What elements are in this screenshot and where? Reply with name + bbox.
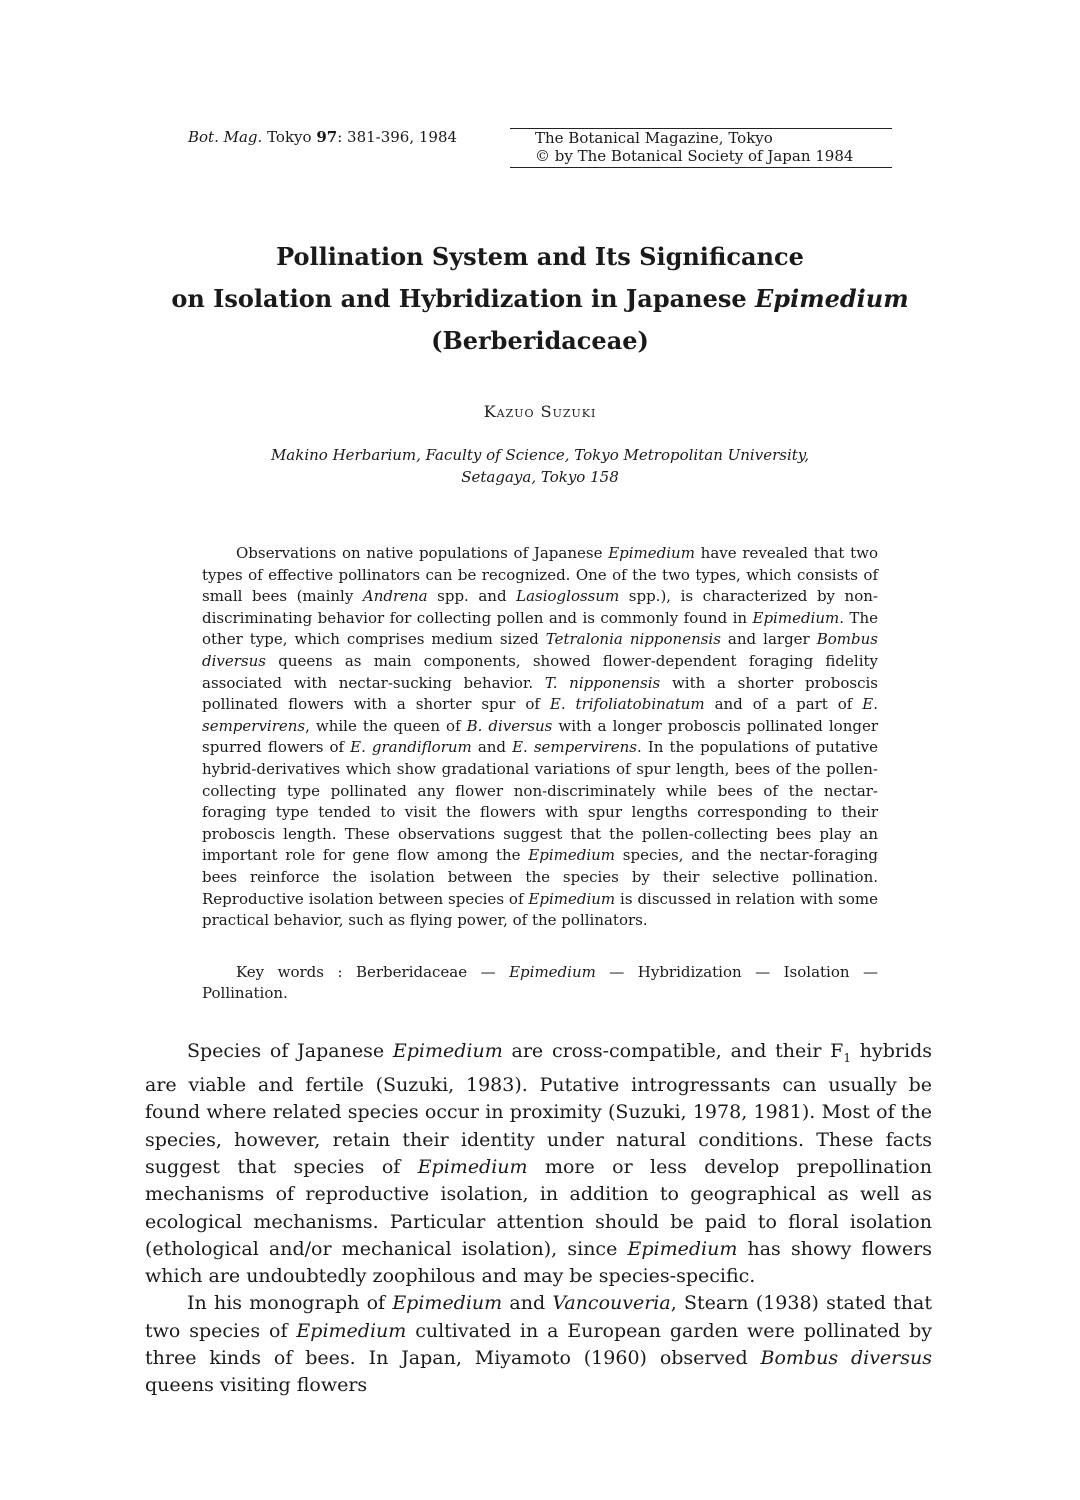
italic-run: E. sempervirens bbox=[512, 738, 637, 757]
text-run: and larger bbox=[720, 630, 817, 649]
text-run: . In the populations of putative hybrid-derivatives which show gradational variations of spur length, bees of the pollen-collecting type pollinated any flower non-discriminately while bees of the nectar-foraging type tended to visit the flowers with spur lengths corresponding to their proboscis length. These observations suggest that the pollen-collecting bees play an important role for gene flow among the bbox=[202, 738, 879, 865]
text-run: spp.), is characterized by non-discriminating behavior for collecting pollen and is commonly found in bbox=[202, 587, 878, 627]
text-run: with a longer proboscis pollinated longer spurred flowers of bbox=[202, 716, 879, 757]
publisher-line-1: The Botanical Magazine, Tokyo bbox=[535, 129, 773, 147]
italic-run: Epimedium bbox=[528, 846, 616, 865]
author-name: Kazuo Suzuki bbox=[483, 402, 597, 421]
body-paragraph-2 bbox=[145, 1290, 932, 1399]
italic-run: Lasioglossum bbox=[516, 587, 620, 606]
publisher-rule-bottom bbox=[510, 167, 892, 168]
text-run: spp. and bbox=[427, 587, 517, 606]
text-run: queens visiting flowers bbox=[145, 1374, 368, 1397]
title-line-3: (Berberidaceae) bbox=[431, 326, 649, 355]
body-paragraph-1 bbox=[145, 1038, 932, 1290]
journal-pages-year: : 381-396, 1984 bbox=[337, 128, 458, 146]
text-run: species, and the nectar-foraging bees reinforce the isolation between the species by their selective pollination. Reproductive isolation between species of bbox=[202, 846, 879, 908]
text-run: and bbox=[502, 1292, 553, 1315]
publisher-box bbox=[510, 128, 892, 168]
text-run: , Stearn (1938) stated that two species of bbox=[145, 1292, 932, 1342]
abstract-paragraph bbox=[202, 543, 878, 932]
abstract bbox=[202, 543, 878, 932]
italic-run: T. nipponensis bbox=[544, 673, 661, 692]
journal-volume: 97 bbox=[316, 128, 338, 146]
italic-run: Epimedium bbox=[417, 1155, 528, 1178]
keywords bbox=[202, 962, 878, 1004]
text-run: cultivated in a European garden were pollinated by three kinds of bees. In Japan, Miyamoto (1960) observed bbox=[145, 1319, 932, 1370]
title-line-2 bbox=[140, 278, 940, 320]
publisher-line-2: © by The Botanical Society of Japan 1984 bbox=[535, 147, 854, 165]
italic-run: Epimedium bbox=[392, 1040, 503, 1062]
text-run: more or less develop prepollination mechanisms of reproductive isolation, in addition to geographical as well as ecological mechanisms. Particular attention should be paid to floral isolation (ethological and/or mechanical isolation), since bbox=[145, 1155, 932, 1260]
keywords-paragraph bbox=[202, 962, 878, 1004]
italic-run: Tetralonia nipponensis bbox=[545, 630, 721, 649]
italic-run: Epimedium bbox=[752, 608, 840, 627]
italic-run: Epimedium bbox=[392, 1292, 503, 1315]
text-run: hybrids are viable and fertile (Suzuki, 1983). Putative introgressants can usually be found where related species occur in proximity (Suzuki, 1978, 1981). Most of the species, however, retain their identity under natural conditions. These facts suggest that species of bbox=[145, 1040, 932, 1178]
italic-run: E. trifoliatobinatum bbox=[549, 695, 705, 714]
italic-run: E. sempervirens bbox=[202, 695, 879, 735]
author-affiliation bbox=[140, 444, 940, 488]
title-genus: Epimedium bbox=[755, 284, 909, 313]
title-line-1: Pollination System and Its Significance bbox=[276, 242, 804, 271]
italic-run: B. diversus bbox=[466, 716, 553, 735]
text-run: Key words : Berberidaceae — bbox=[236, 963, 510, 981]
text-run: are cross-compatible, and their F bbox=[502, 1040, 844, 1062]
text-run: In his monograph of bbox=[187, 1292, 393, 1315]
title-line-2-text: on Isolation and Hybridization in Japanese bbox=[171, 284, 756, 313]
text-run: has showy flowers which are undoubtedly zoophilous and may be species-specific. bbox=[145, 1237, 932, 1288]
italic-run: Bombus diversus bbox=[760, 1347, 932, 1370]
journal-city: Tokyo bbox=[267, 128, 312, 146]
italic-run: E. grandiflorum bbox=[350, 738, 472, 757]
text-run: Species of Japanese bbox=[187, 1040, 393, 1062]
text-run: . The other type, which comprises medium sized bbox=[202, 608, 878, 649]
text-run: is discussed in relation with some practical behavior, such as flying power, of the pollinators. bbox=[202, 889, 878, 930]
italic-run: Vancouveria bbox=[552, 1292, 671, 1315]
subscript-run: 1 bbox=[843, 1050, 852, 1065]
italic-run: Andrena bbox=[362, 587, 428, 606]
text-run: with a shorter proboscis pollinated flowers with a shorter spur of bbox=[202, 673, 878, 714]
italic-run: Epimedium bbox=[608, 544, 695, 562]
text-run: — Hybridization — Isolation — Pollination. bbox=[202, 963, 878, 1002]
affiliation-line-1: Makino Herbarium, Faculty of Science, Tokyo Metropolitan University, bbox=[270, 446, 810, 464]
text-run: and bbox=[471, 738, 513, 757]
paper-title bbox=[140, 236, 940, 362]
affiliation-line-2: Setagaya, Tokyo 158 bbox=[461, 468, 619, 486]
italic-run: Epimedium bbox=[296, 1319, 407, 1342]
journal-citation bbox=[188, 128, 457, 146]
text-run: and of a part of bbox=[704, 695, 863, 714]
body-text bbox=[145, 1038, 932, 1400]
italic-run: Bombus diversus bbox=[202, 630, 878, 670]
text-run: queens as main components, showed flower-dependent foraging fidelity associated with nectar-sucking behavior. bbox=[202, 651, 878, 692]
italic-run: Epimedium bbox=[627, 1237, 738, 1260]
journal-abbrev: Bot. Mag. bbox=[188, 128, 263, 146]
italic-run: Epimedium bbox=[528, 889, 616, 908]
text-run: , while the queen of bbox=[305, 716, 467, 735]
text-run: have revealed that two types of effective pollinators can be recognized. One of the two types, which consists of small bees (mainly bbox=[202, 544, 879, 606]
text-run: Observations on native populations of Japanese bbox=[236, 544, 609, 562]
italic-run: Epimedium bbox=[509, 963, 596, 981]
